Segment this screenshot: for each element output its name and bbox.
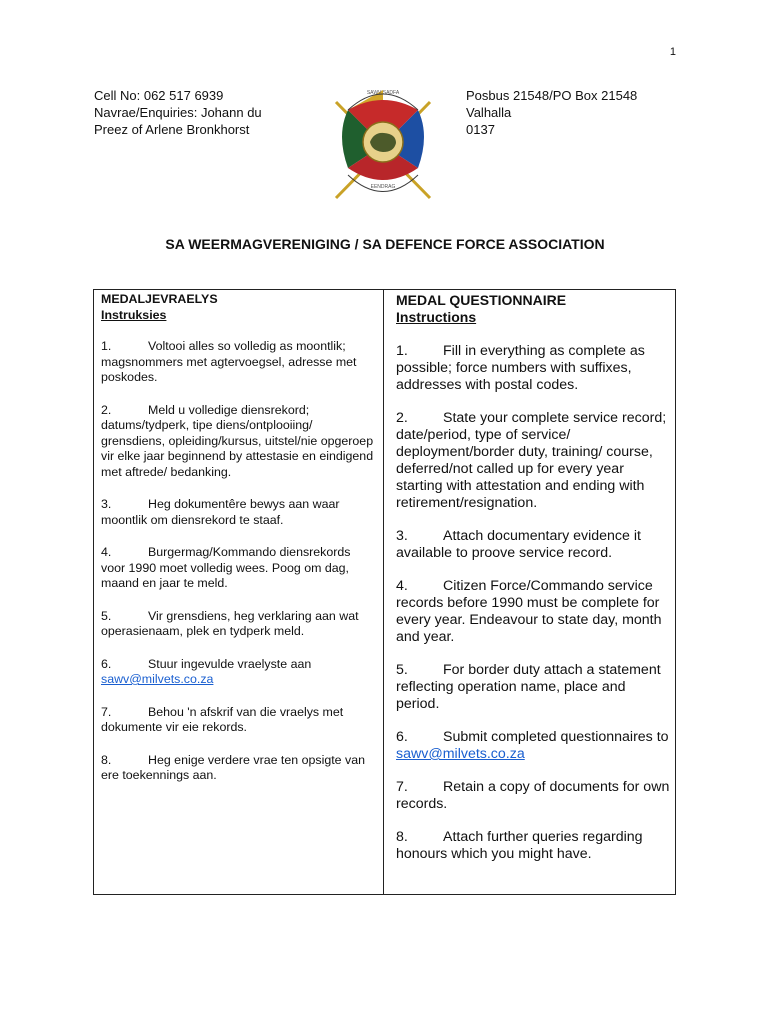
logo-bottom-text: EENDRAG [370, 184, 396, 190]
right-item: 4. Citizen Force/Commando service records before 1990 must be complete for every year. Endeavour to state day, month and year. [396, 578, 662, 645]
right-item: 5. For border duty attach a statement reflecting operation name, place and period. [396, 662, 661, 712]
email-link[interactable]: sawv@milvets.co.za [101, 672, 214, 686]
right-subheading: Instructions [396, 309, 477, 325]
document-title: SA WEERMAGVERENIGING / SA DEFENCE FORCE ASSOCIATION [165, 236, 605, 252]
address-line: Valhalla [466, 105, 512, 120]
column-divider [383, 290, 384, 894]
left-item: 2. Meld u volledige diensrekord; datums/tydperk, tipe diens/ontplooiing/ grensdiens, opleiding/kursus, uitstel/nie opgeroep vir elke jaar beginnend by attestasie en eindigend met aftrede/ bedanking. [101, 402, 374, 479]
contact-line: Cell No: 062 517 6939 [94, 88, 224, 103]
left-item: 3. Heg dokumentêre bewys aan waar moontlik om diensrekord te staaf. [101, 497, 340, 527]
right-item: 7. Retain a copy of documents for own records. [396, 779, 670, 812]
contact-details [94, 87, 294, 138]
contact-line: Navrae/Enquiries: Johann du [94, 105, 262, 120]
english-column [396, 292, 672, 863]
address-line: Posbus 21548/PO Box 21548 [466, 88, 638, 103]
right-item: 1. Fill in everything as complete as possible; force numbers with suffixes, addresses with postal codes. [396, 343, 645, 393]
right-item: 2. State your complete service record; date/period, type of service/ deployment/border duty, training/ course, deferred/not called up for every year starting with attestation and ending with retirement/resignation. [396, 410, 667, 511]
logo-emblem [336, 90, 430, 198]
right-heading: MEDAL QUESTIONNAIRE [396, 292, 567, 308]
left-item: 8. Heg enige verdere vrae ten opsigte van ere toekennings aan. [101, 752, 365, 782]
page-number: 1 [669, 46, 676, 58]
association-logo [328, 80, 438, 210]
left-heading: MEDALJEVRAELYS [101, 292, 218, 306]
left-item: 7. Behou 'n afskrif van die vraelys met dokumente vir eie rekords. [101, 704, 344, 734]
contact-line: Preez of Arlene Bronkhorst [94, 122, 250, 137]
postal-address [466, 87, 666, 138]
left-item: 1. Voltooi alles so volledig as moontlik; magsnommers met agtervoegsel, adresse met poskodes. [101, 339, 357, 384]
left-item: 4. Burgermag/Kommando diensrekords voor 1990 moet volledig wees. Poog om dag, maand en jaar te meld. [101, 545, 351, 590]
instructions-table [93, 289, 676, 895]
address-line: 0137 [466, 122, 495, 137]
right-item: 8. Attach further queries regarding honours which you might have. [396, 829, 643, 862]
left-subheading: Instruksies [101, 307, 167, 322]
right-item: 6. Submit completed questionnaires to sawv@milvets.co.za [396, 729, 669, 762]
email-link[interactable]: sawv@milvets.co.za [396, 746, 525, 762]
logo-top-text: SAWV SADFA [366, 90, 400, 96]
afrikaans-column [101, 292, 377, 784]
left-item: 6. Stuur ingevulde vraelyste aan sawv@milvets.co.za [101, 656, 312, 686]
left-item: 5. Vir grensdiens, heg verklaring aan wat operasienaam, plek en tydperk meld. [101, 608, 359, 638]
right-item: 3. Attach documentary evidence it available to proove service record. [396, 528, 641, 561]
